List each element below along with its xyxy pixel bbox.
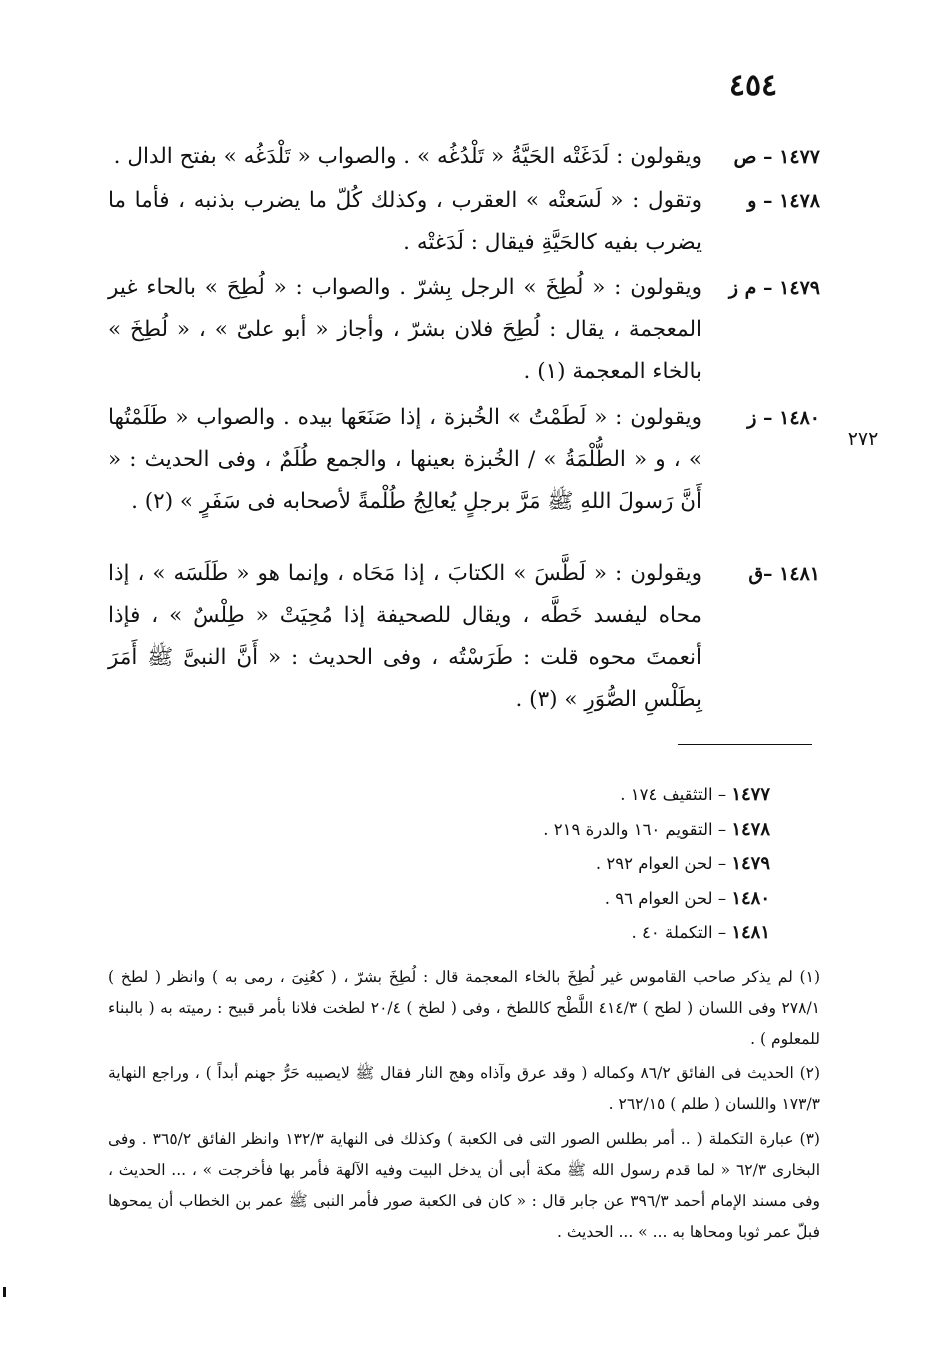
source-text: – لحن العوام ٩٦ . [604, 888, 727, 908]
entry-1481 [108, 553, 820, 721]
source-number: ١٤٨١ [731, 922, 770, 943]
entry-number: ١٤٨١ –ق [748, 563, 820, 585]
source-item [300, 778, 770, 813]
source-text: – لحن العوام ٢٩٢ . [595, 854, 727, 873]
entry-text: وتقول : « لَسَعتْه » العقرب ، وكذلك كُلّ ما يضرب بذنبه ، فأما ما يضرب بفيه كالحَيَّةِ فيقال : لَدَغتْه . [108, 188, 702, 255]
entry-1477 [108, 136, 820, 178]
source-number: ١٤٧٨ [731, 818, 770, 840]
entry-1480 [108, 397, 820, 523]
source-text: – التثقيف ١٧٤ . [620, 785, 727, 804]
source-item [300, 813, 770, 848]
entry-number: ١٤٨٠ – ز [747, 407, 820, 429]
source-item [300, 916, 770, 951]
entry-number: ١٤٧٧ – ص [733, 146, 820, 168]
source-item [300, 882, 770, 917]
source-text: – التكملة ٤٠ . [631, 923, 727, 942]
scan-edge-mark [3, 1287, 6, 1297]
entry-text: ويقولون : لَدَغَتْه الحَيَّةُ « تَلْدُغُه » . والصواب « تَلْدَغُه » بفتح الدال . [113, 144, 702, 169]
source-list [300, 778, 770, 951]
margin-page-reference: ٢٧٢ [847, 428, 879, 450]
footnote-1: (١) لم يذكر صاحب القاموس غير لُطِخَ بالخاء المعجمة قال : لُطِخَ بشرّ ، ( كعُنِىَ ، رمى به ) وانظر ( لطخ ) ٢٧٨/١ وفى اللسان ( لطح ) ٤١٤/٣ اللَّطْح كاللطخ ، وفى ( لطخ ) ٢٠/٤ لطخت فلانا بأمر قبيح : رميته به ( بالبناء للمعلوم ) . [108, 968, 820, 1048]
entry-text: ويقولون : « لَطَّسَ » الكتابَ ، إذا مَحَاه ، وإنما هو « طَلَسَه » ، إذا محاه ليفسد خَطَّه ، ويقال للصحيفة إذا مُحِيَتْ « طِلْسٌ » ، فإذا أنعمتَ محوه قلت : طَرَسْتُه ، وفى الحديث : « أَنَّ النبىَّ ﷺ أَمَرَ بِطَلْسِ الصُّوَرِ » (٣) . [108, 561, 702, 712]
footnote-3: (٣) عبارة التكملة ( .. أمر بطلس الصور التى فى الكعبة ) وكذلك فى النهاية ١٣٢/٣ وانظر الفائق ٣٦٥/٢ . وفى البخارى ٦٢/٣ « لما قدم رسول الله ﷺ مكة أبى أن يدخل البيت وفيه الآلهة فأمر بها فأخرجت » ، ... الحديث ، وفى مسند الإمام أحمد ٣٩٦/٣ عن جابر قال : « كان فى الكعبة صور فأمر النبى ﷺ عمر بن الخطاب أن يمحوها فبلّ عمر ثوبا ومحاها به ... » ... الحديث . [108, 1130, 821, 1241]
source-number: ١٤٨٠ [731, 887, 770, 909]
entry-number: ١٤٧٩ – م ز [728, 277, 820, 299]
entry-1479 [108, 267, 820, 393]
entry-1478 [108, 180, 820, 264]
source-item [300, 847, 770, 882]
entry-text: ويقولون : « لُطِخَ » الرجل بِشرّ . والصواب : « لُطِحَ » بالحاء غير المعجمة ، يقال : لُطِحَ فلان بشرّ ، وأجاز « أبو علىّ » ، « لُطِخَ » بالخاء المعجمة (١) . [108, 275, 702, 384]
source-text: – التقويم ١٦٠ والدرة ٢١٩ . [543, 819, 727, 839]
entry-number: ١٤٧٨ – و [747, 190, 820, 212]
footnote-2: (٢) الحديث فى الفائق ٨٦/٢ وكماله ( وقد عرق وآذاه وهج النار فقال ﷺ لايصيبه حَرُّ جهنم أبداً ) ، وراجع النهاية ١٧٣/٣ واللسان ( طلم ) ٢٦٢/١٥ . [108, 1064, 821, 1113]
footnote-divider [678, 744, 812, 745]
page-number: ٤٥٤ [728, 68, 778, 103]
entry-text: ويقولون : « لَطَمْتُ » الخُبزة ، إذا صَنَعَها بيده . والصواب « طَلَمْتُها » ، و « الطُّلْمَةُ » / الخُبزة بعينها ، والجمع طُلَمٌ ، وفى الحديث : « أَنَّ رَسولَ اللهِ ﷺ مَرَّ برجلٍ يُعالِجُ طُلْمةً لأصحابه فى سَفَرٍ » (٢) . [108, 405, 702, 514]
source-number: ١٤٧٧ [731, 784, 770, 805]
source-number: ١٤٧٩ [731, 853, 770, 874]
